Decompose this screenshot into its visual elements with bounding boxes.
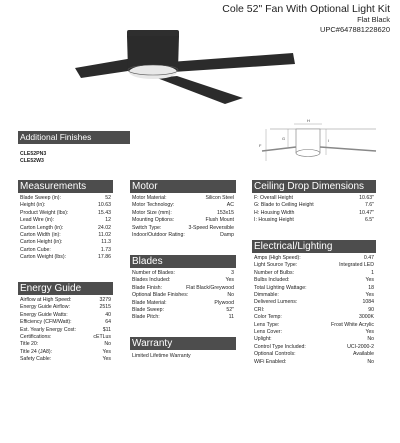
spec-row — [20, 247, 111, 254]
spec-label: G: Blade to Ceiling Height — [254, 202, 314, 209]
spec-row — [254, 210, 374, 217]
measurements-title: Measurements — [18, 180, 113, 193]
spec-label: Blade Material: — [132, 299, 167, 306]
spec-label: Airflow at High Speed: — [20, 297, 72, 303]
spec-label: Total Lighting Wattage: — [254, 284, 307, 291]
spec-value: 11 — [228, 314, 234, 321]
spec-label: WiFi Enabled: — [254, 358, 287, 365]
spec-value: No — [227, 292, 234, 299]
spec-value: No — [367, 358, 374, 365]
motor-section — [130, 180, 236, 239]
blades-title: Blades — [130, 255, 236, 268]
spec-label: Title 24 (JA8): — [20, 348, 53, 355]
spec-label: Carton Length (in): — [20, 224, 64, 231]
product-finish: Flat Black — [357, 15, 390, 24]
spec-value: 64 — [105, 319, 111, 326]
spec-value: Yes — [365, 292, 374, 299]
spec-label: Lens Type: — [254, 321, 280, 328]
spec-label: Number of Bulbs: — [254, 269, 295, 276]
label-h: H — [307, 118, 310, 123]
spec-value: 3 — [231, 270, 234, 276]
spec-label: Motor Size (mm): — [132, 209, 172, 216]
spec-row — [20, 232, 111, 239]
spec-row — [20, 217, 111, 224]
spec-value: Silicon Steel — [205, 195, 234, 201]
warranty-title: Warranty — [130, 337, 236, 350]
spec-value: Flush Mount — [205, 217, 234, 224]
spec-row — [254, 285, 374, 292]
additional-finishes — [18, 131, 130, 165]
spec-label: Delivered Lumens: — [254, 299, 298, 306]
spec-label: Optional Blade Finishes: — [132, 292, 189, 299]
spec-label: Indoor/Outdoor Rating: — [132, 232, 185, 239]
spec-row — [254, 277, 374, 284]
spec-label: Carton Weight (lbs): — [20, 254, 67, 261]
spec-row — [20, 195, 111, 202]
spec-row — [254, 299, 374, 306]
spec-label: Uplight: — [254, 336, 272, 343]
spec-row — [254, 351, 374, 358]
fan-light-globe — [129, 65, 177, 79]
spec-label: I: Housing Height — [254, 217, 294, 224]
spec-row — [20, 341, 111, 348]
spec-label: Lead Wire (in): — [20, 217, 55, 224]
spec-row — [20, 225, 111, 232]
spec-row — [132, 292, 234, 299]
spec-row — [132, 195, 234, 202]
spec-label: Motor Material: — [132, 195, 167, 201]
spec-value: 0.47 — [363, 255, 374, 261]
spec-label: Title 20: — [20, 341, 39, 348]
spec-label: Motor Technology: — [132, 202, 175, 209]
spec-row — [20, 297, 111, 304]
spec-label: F: Overall Height — [254, 195, 293, 201]
spec-row — [132, 285, 234, 292]
spec-value: 3000K — [358, 314, 374, 321]
spec-label: Blade Sweep: — [132, 307, 165, 314]
spec-label: Light Source Type: — [254, 262, 298, 269]
spec-value: 90 — [368, 306, 374, 313]
spec-label: Carton Cube: — [20, 246, 51, 253]
spec-value: Damp — [220, 232, 234, 239]
spec-row — [20, 312, 111, 319]
spec-row — [132, 270, 234, 277]
blades-section — [130, 255, 236, 322]
spec-row — [254, 270, 374, 277]
spec-value: cETLus — [93, 334, 111, 341]
spec-row — [20, 239, 111, 246]
spec-label: Safety Cable: — [20, 356, 52, 363]
spec-label: Optional Controls: — [254, 351, 296, 358]
spec-value: Integrated LED — [339, 262, 374, 269]
spec-value: 12 — [105, 217, 111, 224]
spec-row — [254, 292, 374, 299]
spec-row — [20, 304, 111, 311]
spec-row — [132, 314, 234, 321]
spec-value: 6.5" — [364, 217, 374, 224]
spec-value: 17.86 — [98, 254, 111, 261]
finish-item: CLE52PN3 — [20, 151, 47, 157]
spec-value: 40 — [105, 311, 111, 318]
spec-value: 10.63 — [98, 202, 111, 209]
spec-value: 7.6" — [364, 202, 374, 209]
spec-row — [254, 262, 374, 269]
spec-value: 153x15 — [216, 209, 234, 216]
spec-row — [254, 307, 374, 314]
spec-value: Available — [353, 351, 374, 358]
spec-value: 15.43 — [98, 209, 111, 216]
spec-value: 1.73 — [100, 246, 111, 253]
spec-label: Carton Width (in): — [20, 232, 61, 239]
warranty-section — [130, 337, 236, 360]
spec-row — [132, 307, 234, 314]
product-title: Cole 52" Fan With Optional Light Kit — [222, 3, 390, 15]
spec-label: Blade Finish: — [132, 284, 162, 291]
ceiling-drop-title: Ceiling Drop Dimensions — [252, 180, 376, 193]
spec-row — [254, 322, 374, 329]
spec-label: Lens Cover: — [254, 329, 282, 336]
electrical-title: Electrical/Lighting — [252, 240, 376, 253]
spec-value: Plywood — [214, 299, 234, 306]
spec-value: Yes — [365, 329, 374, 336]
fan-product-image — [75, 20, 295, 105]
spec-row — [254, 202, 374, 209]
spec-row — [254, 359, 374, 366]
spec-label: Bulbs Included: — [254, 277, 290, 284]
spec-label: Carton Height (in): — [20, 239, 63, 246]
spec-row — [20, 319, 111, 326]
spec-value: 24.02 — [98, 224, 111, 231]
spec-label: H: Housing Width — [254, 209, 295, 216]
spec-value: No — [367, 336, 374, 343]
product-upc: UPC#647881228620 — [319, 25, 390, 34]
spec-row — [20, 356, 111, 363]
spec-value: AC — [226, 202, 234, 209]
spec-label: Number of Blades: — [132, 270, 175, 276]
spec-row — [132, 277, 234, 284]
spec-value: 52" — [226, 307, 234, 314]
spec-label: Control Type Included: — [254, 343, 306, 350]
spec-row — [254, 217, 374, 224]
spec-label: Height (in): — [20, 202, 46, 209]
spec-label: CRI: — [254, 306, 265, 313]
spec-row — [132, 210, 234, 217]
spec-row — [254, 344, 374, 351]
spec-row — [20, 327, 111, 334]
spec-value: Frost White Acrylic — [331, 321, 374, 328]
finish-item: CLE52W3 — [20, 158, 44, 164]
spec-value: UCI-2000-2 — [347, 343, 374, 350]
spec-row — [20, 334, 111, 341]
spec-row — [132, 300, 234, 307]
warranty-text: Limited Lifetime Warranty — [132, 353, 191, 359]
spec-value: 52 — [105, 195, 111, 201]
spec-row — [132, 232, 234, 239]
spec-row — [254, 314, 374, 321]
spec-value: 18 — [368, 284, 374, 291]
spec-label: Mounting Options: — [132, 217, 175, 224]
spec-value: Yes — [102, 356, 111, 363]
spec-label: Product Weight (lbs): — [20, 209, 69, 216]
spec-row — [20, 254, 111, 261]
fan-blade-right — [170, 53, 295, 72]
spec-row — [132, 225, 234, 232]
spec-value: 3-Speed Reversible — [188, 224, 234, 231]
spec-label: Amps (High Speed): — [254, 255, 301, 261]
spec-value: 11.3 — [101, 239, 111, 246]
label-g: G — [282, 136, 286, 141]
energy-guide-title: Energy Guide — [18, 282, 113, 295]
spec-row — [20, 202, 111, 209]
electrical-section — [252, 240, 376, 366]
spec-label: Est. Yearly Energy Cost: — [20, 326, 76, 333]
label-f: F — [259, 143, 262, 148]
fan-blade-front — [157, 76, 243, 104]
spec-value: 1084 — [362, 299, 374, 306]
spec-label: Blade Pitch: — [132, 314, 160, 321]
spec-value: Yes — [102, 348, 111, 355]
spec-label: Energy Guide Watts: — [20, 311, 68, 318]
spec-label: Certifications: — [20, 334, 52, 341]
measurements-section — [18, 180, 113, 262]
spec-label: Efficiency (CFM/Watt): — [20, 319, 72, 326]
spec-value: No — [104, 341, 111, 348]
spec-label: Blades Included: — [132, 277, 171, 284]
spec-label: Dimmable: — [254, 292, 279, 299]
label-i: I — [328, 138, 330, 143]
spec-label: Color Temp: — [254, 314, 282, 321]
spec-value: $11 — [102, 326, 111, 333]
ceiling-drop-diagram — [258, 117, 378, 175]
spec-value: 10.47" — [359, 209, 374, 216]
spec-value: 2515 — [99, 304, 111, 311]
spec-row — [132, 202, 234, 209]
spec-row — [254, 195, 374, 202]
spec-row — [20, 349, 111, 356]
spec-label: Switch Type: — [132, 224, 162, 231]
spec-row — [254, 255, 374, 262]
spec-row — [254, 336, 374, 343]
spec-row — [20, 210, 111, 217]
spec-row — [254, 329, 374, 336]
spec-label: Energy Guide Airflow: — [20, 304, 70, 311]
energy-guide-section — [18, 282, 113, 364]
motor-title: Motor — [130, 180, 236, 193]
spec-value: 10.63" — [359, 195, 374, 201]
spec-value: 1 — [371, 269, 374, 276]
spec-row — [132, 217, 234, 224]
additional-finishes-title: Additional Finishes — [18, 131, 130, 144]
spec-value: Flat Black/Greywood — [186, 284, 234, 291]
spec-value: Yes — [225, 277, 234, 284]
spec-value: Yes — [365, 277, 374, 284]
spec-value: 3279 — [99, 297, 111, 303]
spec-value: 11.02 — [98, 232, 111, 239]
ceiling-drop-section — [252, 180, 376, 225]
spec-label: Blade Sweep (in): — [20, 195, 61, 201]
